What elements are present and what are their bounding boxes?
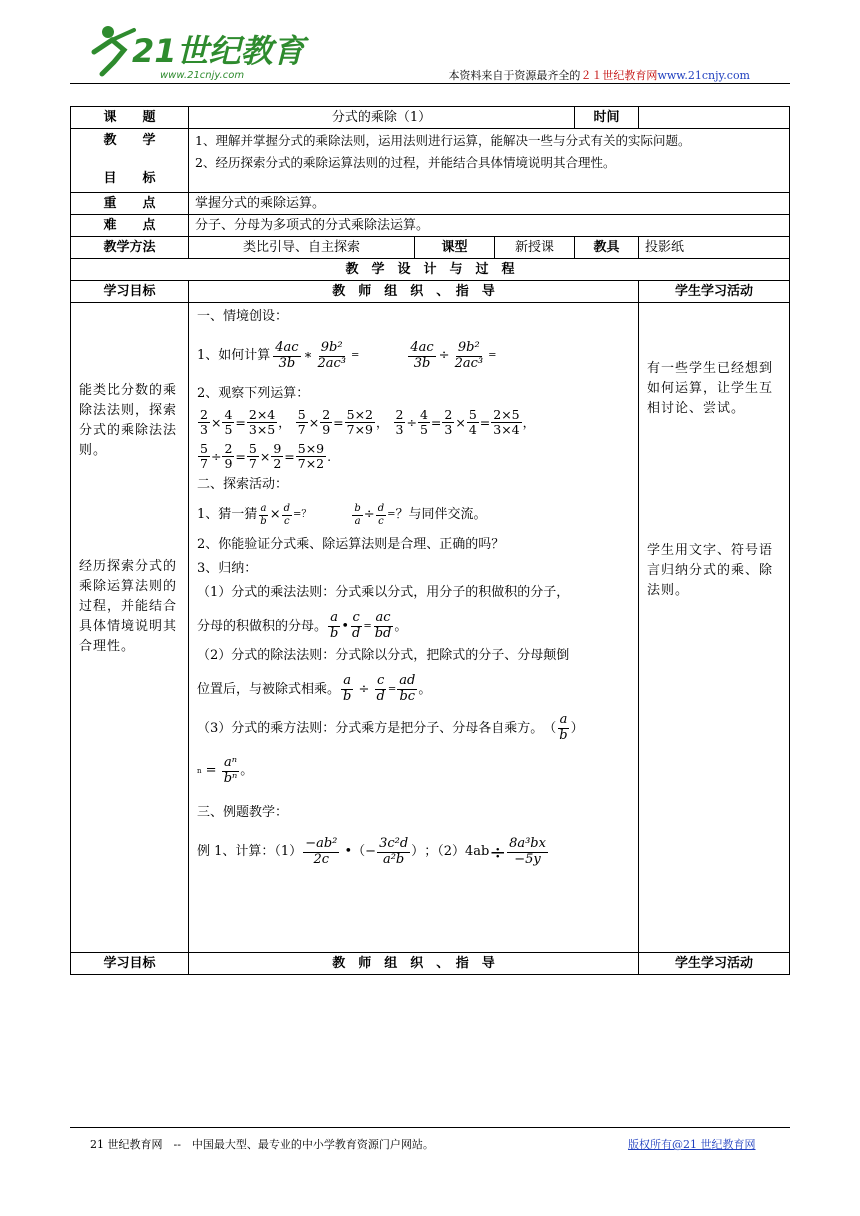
col-goal-header-repeat: 学习目标 bbox=[71, 953, 189, 975]
goal-column bbox=[71, 303, 189, 953]
footer-left: 21 世纪教育网 -- 中国最大型、最专业的中小学教育资源门户网站。 bbox=[90, 1138, 434, 1151]
header-note-prefix: 本资料来自于资源最齐全的 bbox=[448, 69, 581, 82]
footer-divider bbox=[70, 1127, 790, 1128]
guess-tail: ？与同伴交流。 bbox=[395, 507, 487, 523]
col-teacher-header-repeat: 教 师 组 织 、 指 导 bbox=[189, 953, 639, 975]
type-label: 课型 bbox=[415, 237, 495, 259]
observe-row-2: $\frac{5}{7}$ ÷ $\frac{2}{9}$ = $\frac{5}{7}$ × $\frac{9}{2}$ = $\frac{5\times 9}{7\times 2}$ . bbox=[200, 440, 332, 471]
goal-2: 2、经历探索分式的乘除运算法则的过程，并能结合具体情境说明其合理性。 bbox=[195, 155, 616, 170]
section-2: 二、探索活动： bbox=[197, 477, 289, 493]
topic-label: 课 题 bbox=[71, 107, 189, 129]
example-1-text: 例 1、计算：（1） bbox=[197, 844, 303, 860]
rule-1b-row: 分母的积做积的分母。 $\frac{a}{b}$ • $\frac{c}{d}$ = $\frac{ac}{bd}$ 。 bbox=[197, 610, 408, 642]
guess-text: 1、猜一猜 bbox=[197, 507, 258, 523]
question-1: 1、如何计算 $\frac{4ac}{3b}$ ∗ $\frac{\text{9b²}}{\text{2ac³}}$ = $\frac{4ac}{3b}$ ÷ $\frac{\text{9b²}}{\text{2ac³}}$ = bbox=[197, 340, 497, 371]
fraction: $\frac{4ac}{3b}$ bbox=[410, 340, 434, 371]
teacher-column bbox=[189, 303, 639, 953]
student-column bbox=[639, 303, 790, 953]
guess-row: 1、猜一猜 $\frac{a}{b}$ × $\frac{d}{c}$ =？ $\frac{b}{a}$ ÷ $\frac{d}{c}$ = ？与同伴交流。 bbox=[197, 503, 487, 527]
fraction: $\frac{\text{9b²}}{\text{2ac³}}$ bbox=[317, 340, 346, 371]
design-title: 教 学 设 计 与 过 程 bbox=[71, 259, 790, 281]
example-1b-text: ；（2）4ab bbox=[424, 844, 490, 860]
question-1-text: 1、如何计算 bbox=[197, 348, 271, 364]
header-divider bbox=[70, 83, 790, 84]
rule-3-row: （3）分式的乘方法则：分式乘方是把分子、分母各自乘方。 （ $\frac{a}{b}$ ） bbox=[197, 712, 584, 744]
rule-3: （3）分式的乘方法则：分式乘方是把分子、分母各自乘方。 bbox=[197, 720, 544, 736]
goal-content bbox=[189, 129, 790, 193]
goal-label-1: 教 学 bbox=[103, 133, 156, 148]
activity-b: 学生用文字、符号语言归纳分式的乘、除法则。 bbox=[647, 543, 774, 598]
summary-text: 3、归纳： bbox=[197, 561, 258, 577]
rule-1b: 分母的积做积的分母。 bbox=[197, 618, 328, 634]
activity-a: 有一些学生已经想到如何运算，让学生互相讨论、尝试。 bbox=[647, 361, 774, 416]
logo-icon bbox=[84, 22, 324, 80]
verify-text: 2、你能验证分式乘、除运算法则是合理、正确的吗？ bbox=[197, 537, 505, 553]
observe-row-1: $\frac{2}{3}$ × $\frac{4}{5}$ = $\frac{2\times 4}{3\times 5}$ ， $\frac{5}{7}$ × $\frac{2}{9}$ = $\frac{5\times 2}{7\times 9}$ ， $\frac{2}{3}$ ÷ $\frac{4}{5}$ = $\frac{2}{3}$ × $\frac{5}{4}$ = $\frac{2\times 5}{3\times 4}$ ， bbox=[200, 406, 536, 438]
hard-value: 分子、分母为多项式的分式乘除法运算。 bbox=[189, 215, 790, 237]
key-value: 掌握分式的乘除运算。 bbox=[189, 193, 790, 215]
rule-2a: （2）分式的除法法则：分式除以分式，把除式的分子、分母颠倒 bbox=[197, 648, 570, 664]
col-goal-header: 学习目标 bbox=[71, 281, 189, 303]
goal-a: 能类比分数的乘除法法则，探索分式的乘除法法则。 bbox=[79, 383, 178, 458]
topic-value: 分式的乘除（1） bbox=[189, 107, 575, 129]
time-value bbox=[639, 107, 790, 129]
section-1: 一、情境创设： bbox=[197, 309, 289, 324]
fraction: $\frac{\text{9b²}}{\text{2ac³}}$ bbox=[454, 340, 484, 371]
tool-value: 投影纸 bbox=[639, 237, 790, 259]
hard-label: 难 点 bbox=[71, 215, 189, 237]
tool-label: 教具 bbox=[575, 237, 639, 259]
svg-text:21世纪教育: 21世纪教育 bbox=[132, 32, 305, 70]
section-3: 三、例题教学： bbox=[197, 804, 289, 820]
header-note bbox=[448, 67, 750, 83]
key-label: 重 点 bbox=[71, 193, 189, 215]
footer-copyright-link[interactable]: 版权所有@21 世纪教育网 bbox=[628, 1138, 756, 1151]
method-value: 类比引导、自主探索 bbox=[189, 237, 415, 259]
header-note-url[interactable]: www.21cnjy.com bbox=[657, 69, 750, 82]
method-label: 教学方法 bbox=[71, 237, 189, 259]
col-student-header-repeat: 学生学习活动 bbox=[639, 953, 790, 975]
time-label: 时间 bbox=[575, 107, 639, 129]
svg-text:www.21cnjy.com: www.21cnjy.com bbox=[160, 70, 245, 80]
example-1: 例 1、计算：（1） $\frac{\text{−ab²}}{2c}$ •（− $\frac{\text{3c²d}}{\text{a²b}}$ ） ；（2）4ab ÷ $\frac{\text{8a³bx}}{-5y}$ bbox=[197, 835, 546, 867]
goal-b: 经历探索分式的乘除运算法则的过程，并能结合具体情境说明其合理性。 bbox=[79, 559, 178, 654]
section-observe: 2、观察下列运算： bbox=[197, 385, 310, 401]
col-student-header: 学生学习活动 bbox=[639, 281, 790, 303]
fraction: $\frac{4ac}{3b}$ bbox=[275, 340, 299, 371]
rule-1a: （1）分式的乘法法则：分式乘以分式，用分子的积做积的分子， bbox=[197, 585, 570, 601]
rule-3-result: n = $\frac{\text{aⁿ}}{\text{bⁿ}}$ 。 bbox=[197, 755, 254, 786]
goal-label-2: 目 标 bbox=[103, 171, 156, 186]
lesson-plan-table bbox=[70, 106, 790, 975]
goal-label bbox=[71, 129, 189, 193]
header-note-brand: ２１世纪教育网 bbox=[580, 69, 658, 82]
rule-2b-row: 位置后，与被除式相乘。 $\frac{a}{b}$ ÷ $\frac{c}{d}$ = $\frac{ad}{bc}$ 。 bbox=[197, 673, 432, 705]
rule-2b: 位置后，与被除式相乘。 bbox=[197, 681, 341, 697]
type-value: 新授课 bbox=[495, 237, 575, 259]
col-teacher-header: 教 师 组 织 、 指 导 bbox=[189, 281, 639, 303]
goal-1: 1、理解并掌握分式的乘除法则，运用法则进行运算，能解决一些与分式有关的实际问题。 bbox=[195, 133, 691, 148]
